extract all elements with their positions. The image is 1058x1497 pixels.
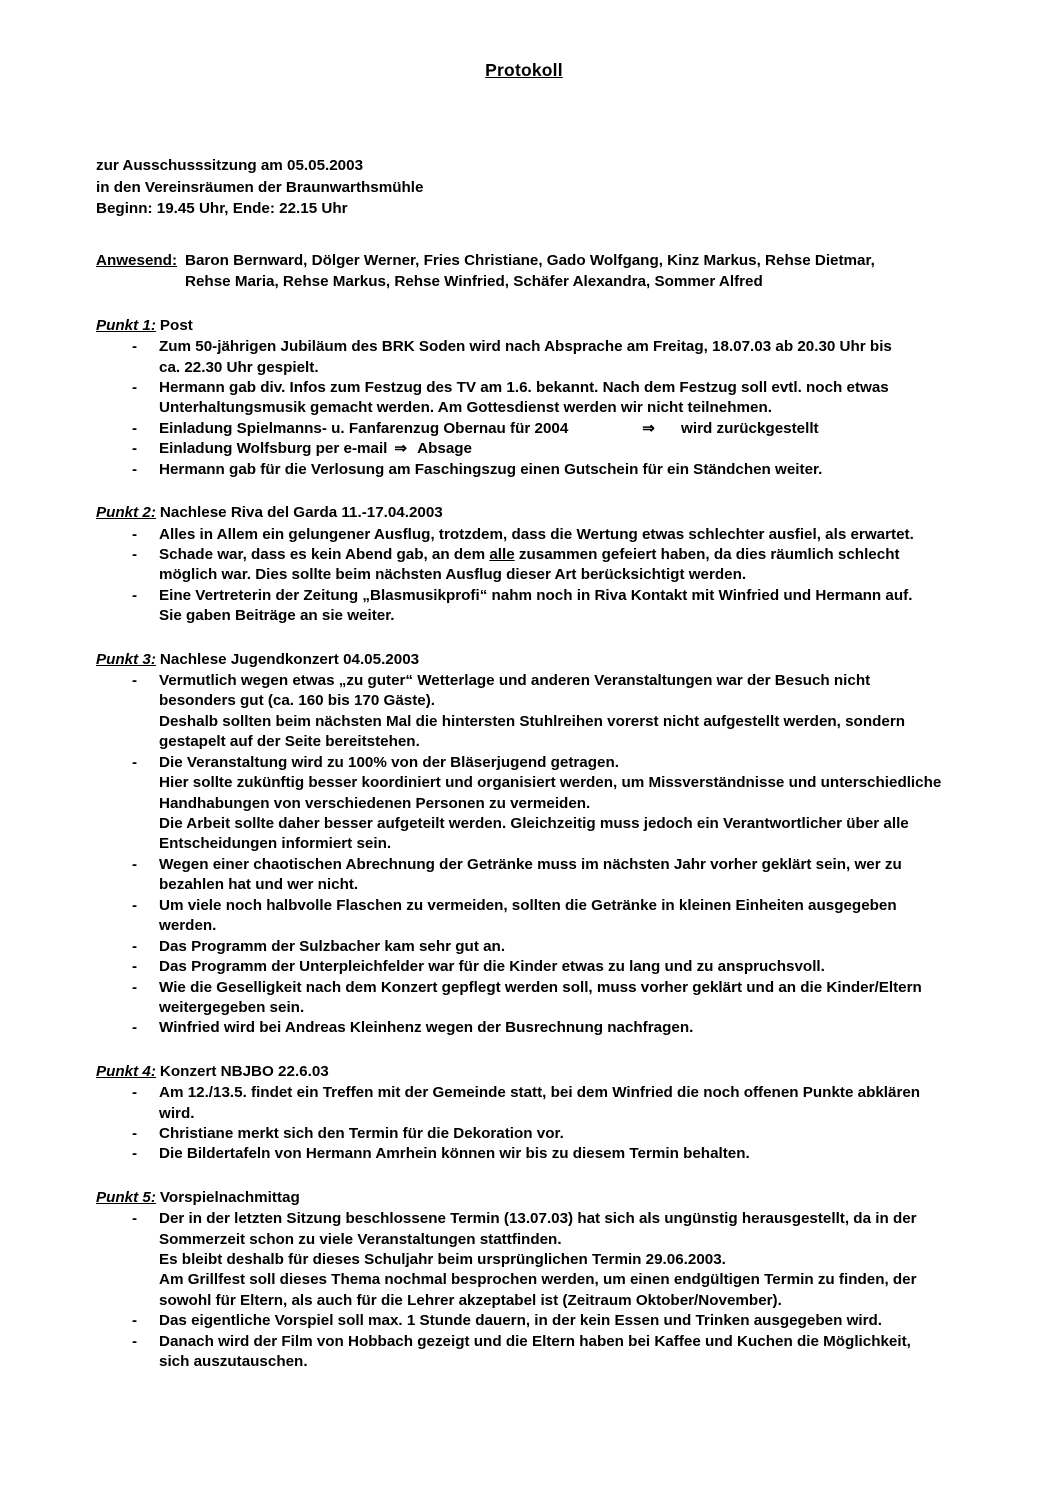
bullet-line: Vermutlich wegen etwas „zu guter“ Wetterlage und anderen Veranstaltungen war der Besuch nicht	[159, 671, 871, 689]
section-title: Nachlese Jugendkonzert 04.05.2003	[159, 650, 420, 668]
bullet-line: Hermann gab für die Verlosung am Faschingszug einen Gutschein für ein Ständchen weiter.	[159, 460, 823, 478]
list-item	[96, 378, 976, 419]
bullet-line: Handhabungen von verschiedenen Personen zu vermeiden.	[159, 794, 591, 812]
bullet-line: Um viele noch halbvolle Flaschen zu vermeiden, sollten die Getränke in kleinen Einheiten ausgegeben	[159, 896, 897, 914]
bullet-dash-icon: -	[132, 1125, 138, 1143]
attendees-block	[96, 250, 976, 293]
bullet-dash-icon: -	[132, 937, 138, 955]
section-title: Konzert NBJBO 22.6.03	[159, 1062, 329, 1080]
list-item	[96, 855, 976, 896]
document-content	[96, 60, 976, 1373]
bullet-dash-icon: -	[132, 1210, 138, 1228]
bullet-line: Unterhaltungsmusik gemacht werden. Am Gottesdienst werden wir nicht teilnehmen.	[159, 399, 772, 417]
section	[96, 502, 976, 626]
meeting-meta	[96, 155, 976, 220]
list-item	[96, 586, 976, 627]
list-item	[96, 1083, 976, 1124]
list-item	[96, 896, 976, 937]
bullet-text-after: Absage	[417, 440, 473, 458]
bullet-line: Wie die Geselligkeit nach dem Konzert gepflegt werden soll, muss vorher geklärt und an die Kinder/Eltern	[159, 978, 922, 996]
section-heading	[96, 649, 976, 670]
bullet-line: Entscheidungen informiert sein.	[159, 835, 392, 853]
section-number: Punkt 3:	[96, 650, 156, 668]
bullet-line: Am Grillfest soll dieses Thema nochmal besprochen werden, um einen endgültigen Termin zu finden, der	[159, 1271, 917, 1289]
bullet-line: sowohl für Eltern, als auch für die Lehrer akzeptabel ist (Zeitraum Oktober/November).	[159, 1291, 782, 1309]
section-number: Punkt 5:	[96, 1188, 156, 1206]
bullet-line: ca. 22.30 Uhr gespielt.	[159, 358, 319, 376]
list-item	[96, 545, 976, 586]
bullet-dash-icon: -	[132, 1145, 138, 1163]
bullet-line	[159, 419, 976, 439]
bullet-dash-icon: -	[132, 978, 138, 996]
bullet-list	[96, 525, 976, 627]
bullet-line: Alles in Allem ein gelungener Ausflug, trotzdem, dass die Wertung etwas schlechter ausfiel, als erwartet.	[159, 525, 914, 543]
bullet-line	[159, 545, 976, 565]
double-arrow-icon: ⇒	[394, 440, 408, 458]
bullet-line: Die Veranstaltung wird zu 100% von der Bläserjugend getragen.	[159, 753, 619, 771]
page-title: Protokoll	[485, 60, 563, 80]
section-title: Nachlese Riva del Garda 11.-17.04.2003	[159, 504, 443, 522]
bullet-line: sich auszutauschen.	[159, 1353, 308, 1371]
section	[96, 1061, 976, 1165]
bullet-line: Zum 50-jährigen Jubiläum des BRK Soden wird nach Absprache am Freitag, 18.07.03 ab 20.30 Uhr bis	[159, 338, 892, 356]
bullet-text-before: Einladung Wolfsburg per e-mail	[159, 440, 388, 458]
bullet-dash-icon: -	[132, 1019, 138, 1037]
bullet-line: weitergegeben sein.	[159, 998, 305, 1016]
bullet-line: Sie gaben Beiträge an sie weiter.	[159, 607, 395, 625]
bullet-line: Das Programm der Unterpleichfelder war für die Kinder etwas zu lang und zu anspruchsvoll.	[159, 958, 825, 976]
bullet-line: wird.	[159, 1104, 195, 1122]
bullet-dash-icon: -	[132, 586, 138, 604]
meta-line-2: in den Vereinsräumen der Braunwarthsmühle	[96, 178, 424, 196]
list-item	[96, 978, 976, 1019]
bullet-dash-icon: -	[132, 1312, 138, 1330]
bullet-dash-icon: -	[132, 460, 138, 478]
list-item	[96, 1311, 976, 1331]
bullet-line: Die Bildertafeln von Hermann Amrhein können wir bis zu diesem Termin behalten.	[159, 1145, 750, 1163]
section	[96, 1187, 976, 1373]
meta-line-3: Beginn: 19.45 Uhr, Ende: 22.15 Uhr	[96, 200, 348, 218]
bullet-dash-icon: -	[132, 855, 138, 873]
bullet-text-before: Einladung Spielmanns- u. Fanfarenzug Obernau für 2004	[159, 419, 569, 437]
list-item	[96, 337, 976, 378]
list-item	[96, 957, 976, 977]
bullet-dash-icon: -	[132, 1084, 138, 1102]
bullet-line: Danach wird der Film von Hobbach gezeigt und die Eltern haben bei Kaffee und Kuchen die Möglichkeit,	[159, 1332, 911, 1350]
bullet-line: werden.	[159, 917, 217, 935]
list-item	[96, 1124, 976, 1144]
bullet-line: Hier sollte zukünftig besser koordiniert und organisiert werden, um Missverständnisse und unterschiedliche	[159, 774, 942, 792]
bullet-line: Christiane merkt sich den Termin für die Dekoration vor.	[159, 1125, 564, 1143]
sections-container	[96, 315, 976, 1373]
bullet-dash-icon: -	[132, 440, 138, 458]
bullet-list	[96, 1083, 976, 1165]
bullet-dash-icon: -	[132, 896, 138, 914]
list-item	[96, 671, 976, 753]
attendees-names	[185, 250, 976, 293]
list-item	[96, 460, 976, 480]
section	[96, 649, 976, 1039]
bullet-line: Sommerzeit schon zu viele Veranstaltungen stattfinden.	[159, 1230, 562, 1248]
section-number: Punkt 2:	[96, 504, 156, 522]
bullet-line: Das eigentliche Vorspiel soll max. 1 Stunde dauern, in der kein Essen und Trinken ausgegeben wird.	[159, 1312, 883, 1330]
list-item	[96, 1332, 976, 1373]
bullet-list	[96, 671, 976, 1039]
bullet-line	[159, 439, 976, 459]
bullet-line: Am 12./13.5. findet ein Treffen mit der Gemeinde statt, bei dem Winfried die noch offenen Punkte abklären	[159, 1084, 921, 1102]
bullet-line: Deshalb sollten beim nächsten Mal die hintersten Stuhlreihen vorerst nicht aufgestellt werden, sondern	[159, 712, 906, 730]
bullet-dash-icon: -	[132, 545, 138, 563]
section-title: Post	[159, 316, 193, 334]
bullet-dash-icon: -	[132, 338, 138, 356]
section-title: Vorspielnachmittag	[159, 1188, 300, 1206]
bullet-line: gestapelt auf der Seite bereitstehen.	[159, 733, 420, 751]
double-arrow-icon: ⇒	[642, 419, 656, 437]
bullet-text-before: Schade war, dass es kein Abend gab, an dem	[159, 545, 490, 563]
list-item	[96, 753, 976, 855]
bullet-line: Der in der letzten Sitzung beschlossene Termin (13.07.03) hat sich als ungünstig herausgestellt, da in der	[159, 1210, 917, 1228]
bullet-line: Winfried wird bei Andreas Kleinhenz wegen der Busrechnung nachfragen.	[159, 1019, 694, 1037]
bullet-dash-icon: -	[132, 525, 138, 543]
bullet-dash-icon: -	[132, 958, 138, 976]
list-item	[96, 1018, 976, 1038]
section-heading	[96, 1061, 976, 1082]
emphasized-word: alle	[489, 545, 515, 563]
attendees-label: Anwesend:	[96, 251, 178, 269]
list-item	[96, 1144, 976, 1164]
section-number: Punkt 4:	[96, 1062, 156, 1080]
section	[96, 315, 976, 480]
bullet-line: besonders gut (ca. 160 bis 170 Gäste).	[159, 692, 436, 710]
bullet-line: Eine Vertreterin der Zeitung „Blasmusikprofi“ nahm noch in Riva Kontakt mit Winfried und Hermann auf.	[159, 586, 913, 604]
attendees-line-1: Baron Bernward, Dölger Werner, Fries Christiane, Gado Wolfgang, Kinz Markus, Rehse Dietmar,	[185, 251, 875, 269]
section-heading	[96, 315, 976, 336]
bullet-text-after: wird zurückgestellt	[681, 419, 819, 437]
bullet-dash-icon: -	[132, 753, 138, 771]
bullet-dash-icon: -	[132, 419, 138, 437]
bullet-dash-icon: -	[132, 671, 138, 689]
bullet-list	[96, 1209, 976, 1373]
list-item	[96, 419, 976, 439]
attendees-line-2: Rehse Maria, Rehse Markus, Rehse Winfried, Schäfer Alexandra, Sommer Alfred	[185, 273, 763, 291]
bullet-line: Die Arbeit sollte daher besser aufgeteilt werden. Gleichzeitig muss jedoch ein Verantwortlicher über alle	[159, 815, 909, 833]
bullet-line: Es bleibt deshalb für dieses Schuljahr beim ursprünglichen Termin 29.06.2003.	[159, 1251, 726, 1269]
section-number: Punkt 1:	[96, 316, 156, 334]
bullet-line: möglich war. Dies sollte beim nächsten Ausflug dieser Art berücksichtigt werden.	[159, 566, 747, 584]
list-item	[96, 1209, 976, 1311]
bullet-text-after: zusammen gefeiert haben, da dies räumlich schlecht	[514, 545, 900, 563]
bullet-line: bezahlen hat und wer nicht.	[159, 876, 359, 894]
section-heading	[96, 1187, 976, 1208]
meta-line-1: zur Ausschusssitzung am 05.05.2003	[96, 157, 364, 174]
bullet-line: Wegen einer chaotischen Abrechnung der Getränke muss im nächsten Jahr vorher geklärt sein, wer zu	[159, 855, 902, 873]
bullet-list	[96, 337, 976, 480]
bullet-line: Das Programm der Sulzbacher kam sehr gut an.	[159, 937, 506, 955]
bullet-dash-icon: -	[132, 1332, 138, 1350]
section-heading	[96, 502, 976, 523]
list-item	[96, 937, 976, 957]
list-item	[96, 439, 976, 459]
bullet-line: Hermann gab div. Infos zum Festzug des TV am 1.6. bekannt. Nach dem Festzug soll evtl. noch etwas	[159, 379, 889, 397]
list-item	[96, 525, 976, 545]
bullet-dash-icon: -	[132, 379, 138, 397]
